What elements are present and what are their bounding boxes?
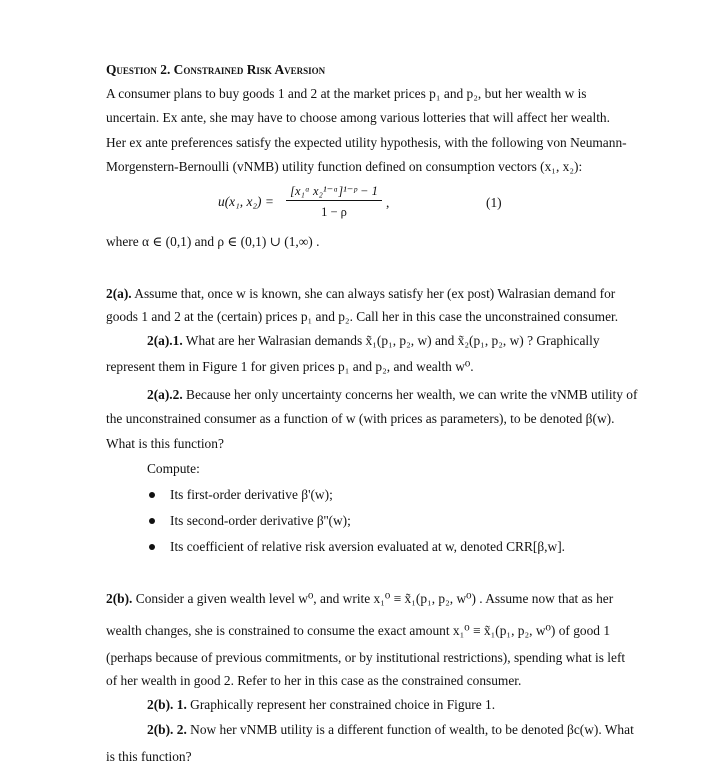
- equation-numerator: [x₁ᵅ x₂¹⁻ᵅ]¹⁻ᵖ − 1: [290, 184, 378, 198]
- heading-title: Constrained Risk Aversion: [173, 62, 326, 77]
- part-b-line-4: of her wealth in good 2. Refer to her in this case as the constrained consumer.: [106, 673, 522, 688]
- part-a1-label: 2(a).1.: [147, 333, 183, 348]
- intro-line-1: A consumer plans to buy goods 1 and 2 at the market prices p₁ and p₂, but her wealth w is: [106, 86, 587, 101]
- part-b-line-1: [106, 592, 613, 605]
- equation-trail: ,: [386, 195, 390, 210]
- bullet-item-2: Its second-order derivative β''(w);: [170, 513, 351, 528]
- compute-label: Compute:: [147, 461, 200, 476]
- part-a-line-2: goods 1 and 2 at the (certain) prices p₁ and p₂. Call her in this case the unconstrained consumer.: [106, 309, 619, 324]
- question-heading: [106, 63, 325, 76]
- equation-number: (1): [486, 195, 502, 210]
- part-a1-line-1: [147, 334, 600, 347]
- part-b2-text-1: Now her vNMB utility is a different function of wealth, to be denoted βc(w). What: [186, 722, 634, 737]
- part-b-text-1: Consider a given wealth level w⁰, and write x₁⁰ ≡ x̃₁(p₁, p₂, w⁰) . Assume now that as her: [132, 591, 614, 606]
- where-clause: where α ∈ (0,1) and ρ ∈ (0,1) ∪ (1,∞) .: [106, 234, 320, 249]
- heading-prefix: Question 2.: [106, 62, 174, 77]
- intro-line-3: Her ex ante preferences satisfy the expected utility hypothesis, with the following von Neumann-: [106, 135, 627, 150]
- bullet-item-1: Its first-order derivative β'(w);: [170, 487, 333, 502]
- bullet-dot: [149, 518, 155, 524]
- part-a-line-1: [106, 287, 615, 300]
- bullet-item-3: Its coefficient of relative risk aversion evaluated at w, denoted CRR[β,w].: [170, 539, 566, 554]
- part-a2-line-1: [147, 388, 637, 401]
- part-b1-label: 2(b). 1.: [147, 697, 187, 712]
- intro-line-4: Morgenstern-Bernoulli (vNMB) utility function defined on consumption vectors (x₁, x₂):: [106, 159, 583, 174]
- part-a1-line-2: represent them in Figure 1 for given prices p₁ and p₂, and wealth w⁰.: [106, 359, 474, 374]
- bullet-dot: [149, 492, 155, 498]
- equation-denominator: 1 − ρ: [321, 205, 347, 219]
- part-b-line-2: wealth changes, she is constrained to consume the exact amount x₁⁰ ≡ x̃₁(p₁, p₂, w⁰) of good 1: [106, 623, 611, 638]
- part-a1-text-1: What are her Walrasian demands x̃₁(p₁, p₂, w) and x̃₂(p₁, p₂, w) ? Graphically: [182, 333, 600, 348]
- part-a2-line-2: the unconstrained consumer as a function of w (with prices as parameters), to be denoted β(w).: [106, 411, 615, 426]
- part-b2-label: 2(b). 2.: [147, 722, 187, 737]
- equation-lhs: u(x₁, x₂) =: [218, 194, 274, 209]
- bullet-dot: [149, 544, 155, 550]
- part-a-text-1: Assume that, once w is known, she can always satisfy her (ex post) Walrasian demand for: [131, 286, 616, 301]
- fraction-bar: [286, 200, 382, 201]
- part-a-label: 2(a).: [106, 286, 132, 301]
- part-b-line-3: (perhaps because of previous commitments, or by institutional restrictions), spending what is left: [106, 650, 626, 665]
- part-a2-label: 2(a).2.: [147, 387, 183, 402]
- part-b1-line: [147, 698, 495, 711]
- part-b2-line-1: [147, 723, 634, 736]
- part-a2-text-1: Because her only uncertainty concerns her wealth, we can write the vNMB utility of: [182, 387, 638, 402]
- intro-line-2: uncertain. Ex ante, she may have to choose among various lotteries that will affect her wealth.: [106, 110, 610, 125]
- part-a2-line-3: What is this function?: [106, 436, 224, 451]
- part-b-label: 2(b).: [106, 591, 133, 606]
- part-b1-text: Graphically represent her constrained choice in Figure 1.: [186, 697, 496, 712]
- part-b2-line-2: is this function?: [106, 749, 192, 764]
